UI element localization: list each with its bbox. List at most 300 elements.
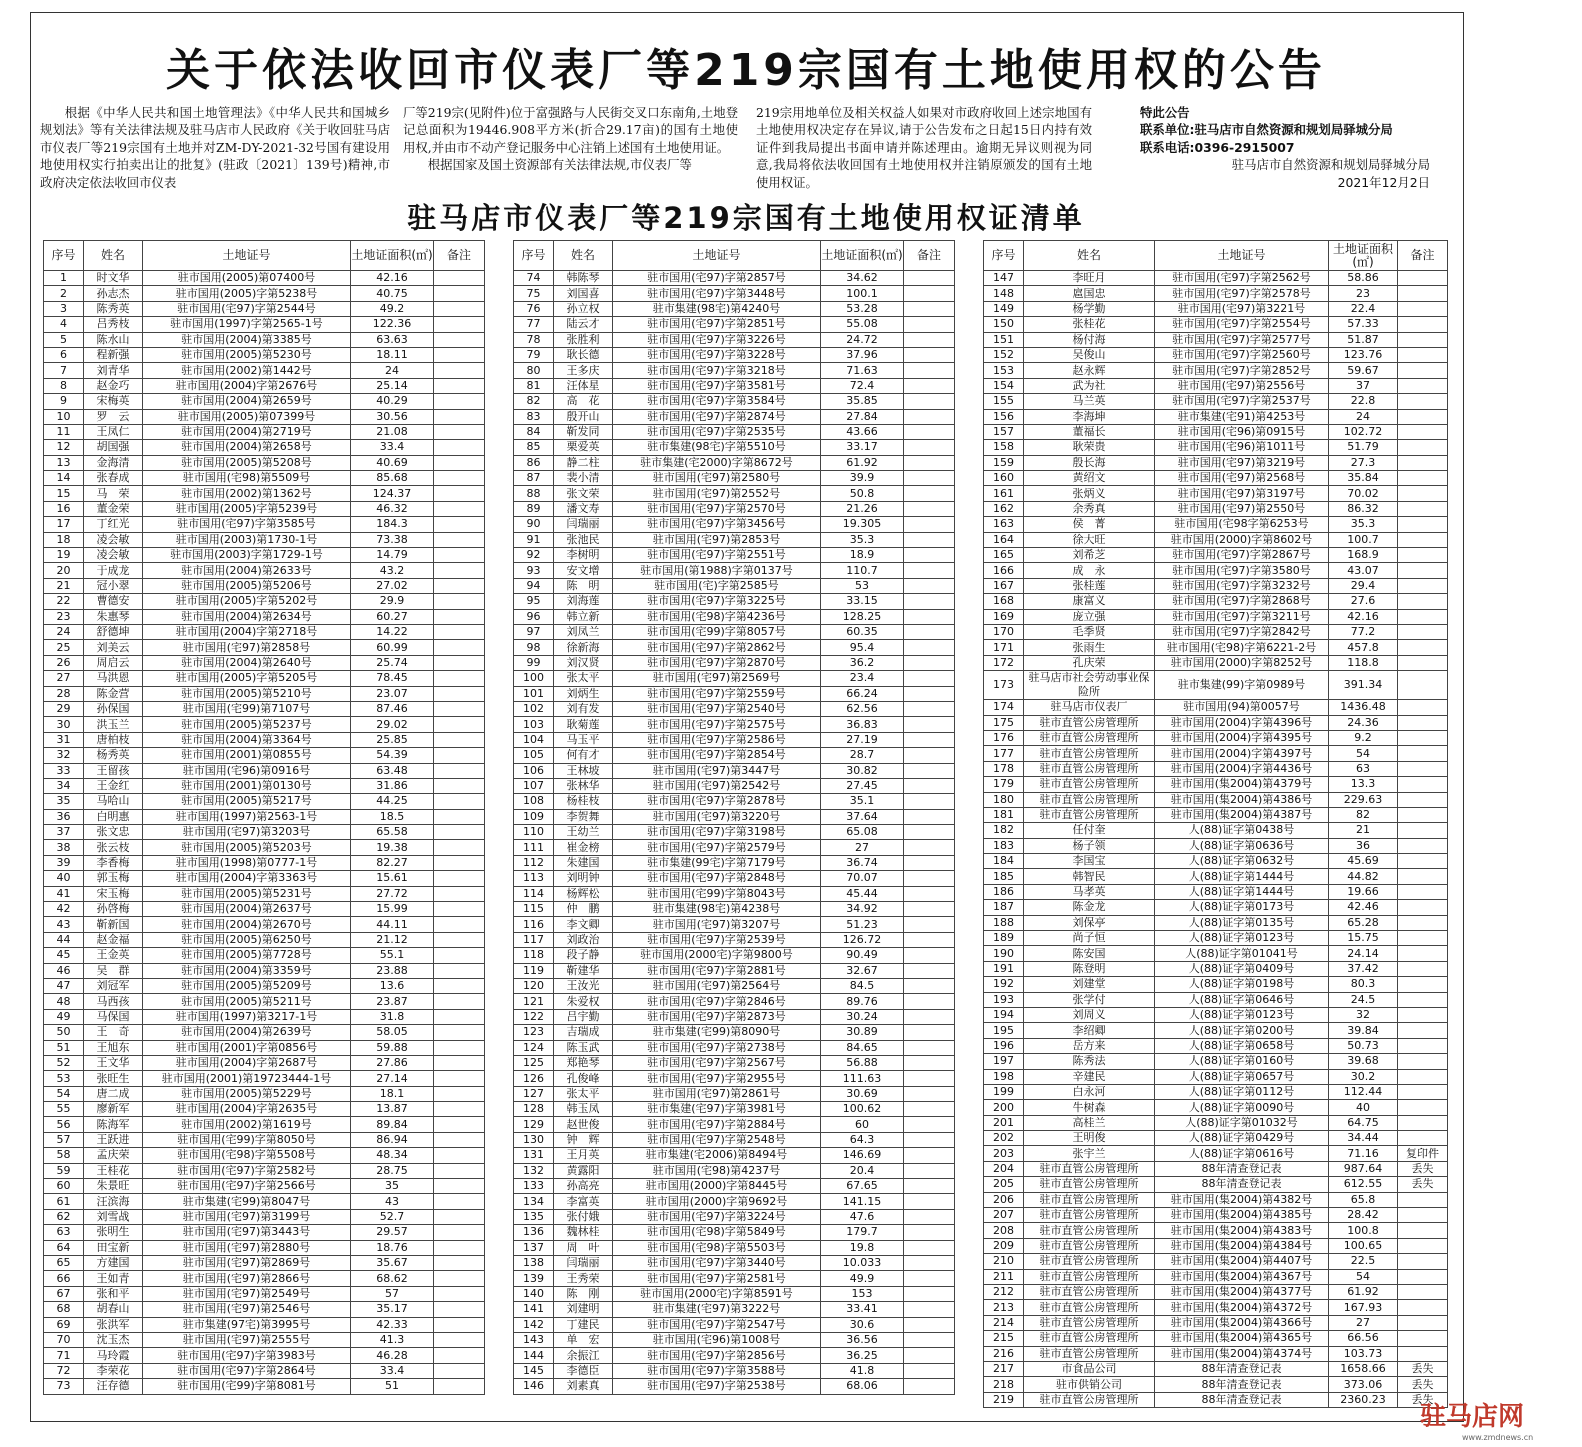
cell-remark xyxy=(1398,624,1448,639)
cell-remark xyxy=(904,1086,955,1101)
table-header-row xyxy=(984,241,1448,271)
cell-no: 91 xyxy=(514,532,554,547)
cell-no: 165 xyxy=(984,548,1024,563)
table-row xyxy=(514,917,955,932)
cell-no: 195 xyxy=(984,1023,1024,1038)
table-row xyxy=(514,471,955,486)
cell-remark xyxy=(434,1148,485,1163)
cell-remark xyxy=(904,1179,955,1194)
cell-name: 刘美云 xyxy=(84,640,143,655)
cell-remark xyxy=(1398,394,1448,409)
cell-cert: 驻市国用(宅97)字第3218号 xyxy=(613,363,821,378)
cell-name: 单 宏 xyxy=(554,1332,613,1347)
cell-cert: 驻市国用(宅97)字第2567号 xyxy=(613,1055,821,1070)
cell-area: 24.72 xyxy=(821,332,904,347)
cell-area: 21.26 xyxy=(821,501,904,516)
table-row xyxy=(44,301,485,316)
cell-name: 王金红 xyxy=(84,778,143,793)
cell-name: 陈秀英 xyxy=(84,301,143,316)
table-row xyxy=(984,1392,1448,1407)
cell-cert: 人(88)证字第0646号 xyxy=(1155,992,1329,1007)
cell-cert: 驻市国用(2000)字第8445号 xyxy=(613,1179,821,1194)
cell-no: 200 xyxy=(984,1100,1024,1115)
intro-paragraph-1 xyxy=(40,104,390,191)
cell-name: 驻市直管公房管理所 xyxy=(1024,1269,1155,1284)
cell-cert: 驻市国用(宅97)字第3226号 xyxy=(613,332,821,347)
cell-area: 19.8 xyxy=(821,1240,904,1255)
cell-cert: 驻市国用(宅97)第3221号 xyxy=(1155,301,1329,316)
cell-no: 83 xyxy=(514,409,554,424)
table-row xyxy=(984,332,1448,347)
table-row xyxy=(984,900,1448,915)
cell-no: 45 xyxy=(44,948,84,963)
cell-no: 122 xyxy=(514,1009,554,1024)
cell-area: 30.6 xyxy=(821,1317,904,1332)
cell-name: 驻市直管公房管理所 xyxy=(1024,1223,1155,1238)
cell-no: 182 xyxy=(984,823,1024,838)
cell-no: 62 xyxy=(44,1209,84,1224)
cell-no: 214 xyxy=(984,1315,1024,1330)
cell-remark xyxy=(1398,1069,1448,1084)
cell-remark xyxy=(904,440,955,455)
cell-area: 54.39 xyxy=(351,748,434,763)
table-row xyxy=(984,1331,1448,1346)
cell-remark xyxy=(434,332,485,347)
cell-no: 141 xyxy=(514,1302,554,1317)
cell-remark xyxy=(1398,1192,1448,1207)
cell-name: 余秀真 xyxy=(1024,501,1155,516)
cell-area: 54 xyxy=(1329,1269,1398,1284)
table-row xyxy=(44,317,485,332)
cell-name: 张付娥 xyxy=(554,1209,613,1224)
table-row xyxy=(984,746,1448,761)
cell-name: 张学付 xyxy=(1024,992,1155,1007)
cell-no: 53 xyxy=(44,1071,84,1086)
cell-name: 王金英 xyxy=(84,948,143,963)
table-row xyxy=(514,978,955,993)
cell-no: 210 xyxy=(984,1254,1024,1269)
cell-no: 31 xyxy=(44,732,84,747)
cell-remark xyxy=(904,394,955,409)
table-row xyxy=(514,1148,955,1163)
table-row xyxy=(984,1054,1448,1069)
cell-remark xyxy=(434,517,485,532)
cell-cert: 驻市国用(宅97)字第2881号 xyxy=(613,963,821,978)
cell-no: 111 xyxy=(514,840,554,855)
cell-name: 舒德坤 xyxy=(84,624,143,639)
cell-remark xyxy=(1398,700,1448,715)
table-row xyxy=(984,915,1448,930)
cell-no: 107 xyxy=(514,778,554,793)
cell-name: 沈玉杰 xyxy=(84,1332,143,1347)
table-row xyxy=(44,1025,485,1040)
cell-remark xyxy=(904,1240,955,1255)
cell-name: 裴小清 xyxy=(554,471,613,486)
table-row xyxy=(514,1209,955,1224)
cell-name: 驻市直管公房管理所 xyxy=(1024,1331,1155,1346)
table-row xyxy=(44,271,485,286)
cell-remark xyxy=(904,1148,955,1163)
cell-name: 李旺月 xyxy=(1024,271,1155,286)
cell-no: 79 xyxy=(514,347,554,362)
cell-no: 153 xyxy=(984,363,1024,378)
cell-no: 46 xyxy=(44,963,84,978)
cell-remark xyxy=(1398,286,1448,301)
cell-cert: 驻市国用(1997)字第2565-1号 xyxy=(143,317,351,332)
cell-remark xyxy=(434,1025,485,1040)
cell-name: 吕秀枝 xyxy=(84,317,143,332)
cell-cert: 驻市国用(宅97)字第2862号 xyxy=(613,640,821,655)
cell-cert: 驻市集建(98宅)第4238号 xyxy=(613,902,821,917)
cell-no: 43 xyxy=(44,917,84,932)
cell-area: 43 xyxy=(351,1194,434,1209)
cell-no: 58 xyxy=(44,1148,84,1163)
cell-cert: 驻市国用(宅97)字第2582号 xyxy=(143,1163,351,1178)
cell-remark xyxy=(434,640,485,655)
cell-area: 111.63 xyxy=(821,1071,904,1086)
cell-name: 张桂花 xyxy=(1024,317,1155,332)
cell-no: 174 xyxy=(984,700,1024,715)
cell-area: 457.8 xyxy=(1329,640,1398,655)
cell-no: 133 xyxy=(514,1179,554,1194)
table-row xyxy=(514,394,955,409)
table-row xyxy=(984,671,1448,700)
cell-area: 179.7 xyxy=(821,1225,904,1240)
table-row xyxy=(984,363,1448,378)
cell-cert: 驻市国用(宅97)字第2547号 xyxy=(613,1317,821,1332)
cell-no: 112 xyxy=(514,855,554,870)
cell-name: 李文卿 xyxy=(554,917,613,932)
cell-remark xyxy=(904,917,955,932)
table-row xyxy=(514,686,955,701)
cell-area: 44.11 xyxy=(351,917,434,932)
cell-cert: 驻市国用(宅97)字第3983号 xyxy=(143,1348,351,1363)
cell-no: 154 xyxy=(984,378,1024,393)
table-row xyxy=(984,1208,1448,1223)
cell-cert: 驻市国用(集2004)第4366号 xyxy=(1155,1315,1329,1330)
table-row xyxy=(984,609,1448,624)
cell-remark xyxy=(1398,1007,1448,1022)
cell-remark xyxy=(904,1055,955,1070)
cell-area: 118.8 xyxy=(1329,655,1398,670)
cell-no: 129 xyxy=(514,1117,554,1132)
cell-area: 39.84 xyxy=(1329,1023,1398,1038)
cell-cert: 驻市国用(2005)第07400号 xyxy=(143,271,351,286)
cell-area: 51.87 xyxy=(1329,332,1398,347)
cell-name: 李贺舞 xyxy=(554,809,613,824)
cell-remark xyxy=(904,809,955,824)
cell-name: 李荣花 xyxy=(84,1363,143,1378)
cell-remark xyxy=(904,763,955,778)
cell-cert: 人(88)证字第0658号 xyxy=(1155,1038,1329,1053)
cell-remark xyxy=(1398,409,1448,424)
cell-remark xyxy=(904,671,955,686)
cell-area: 122.36 xyxy=(351,317,434,332)
cell-area: 9.2 xyxy=(1329,730,1398,745)
table-row xyxy=(514,1055,955,1070)
cell-name: 刘政治 xyxy=(554,932,613,947)
table-row xyxy=(44,1194,485,1209)
cell-cert: 人(88)证字第0112号 xyxy=(1155,1084,1329,1099)
cell-cert: 驻市集建(98宅)第4240号 xyxy=(613,301,821,316)
table-row xyxy=(44,424,485,439)
cell-remark xyxy=(904,1271,955,1286)
cell-cert: 驻市国用(2004)字第4395号 xyxy=(1155,730,1329,745)
cell-cert: 驻市国用(2004)字第4436号 xyxy=(1155,761,1329,776)
cell-name: 魏林桂 xyxy=(554,1225,613,1240)
cell-cert: 驻市国用(宅97)第3443号 xyxy=(143,1225,351,1240)
cell-no: 87 xyxy=(514,471,554,486)
cell-area: 18.76 xyxy=(351,1240,434,1255)
cell-name: 靳建华 xyxy=(554,963,613,978)
cell-remark xyxy=(434,1348,485,1363)
cell-area: 31.86 xyxy=(351,778,434,793)
cell-remark xyxy=(434,1040,485,1055)
cell-no: 198 xyxy=(984,1069,1024,1084)
cell-name: 徐大旺 xyxy=(1024,532,1155,547)
cell-no: 88 xyxy=(514,486,554,501)
cell-cert: 驻市国用(宅97)字第2846号 xyxy=(613,994,821,1009)
cell-name: 汪体星 xyxy=(554,378,613,393)
cell-name: 时文华 xyxy=(84,271,143,286)
cell-remark xyxy=(1398,1115,1448,1130)
cell-no: 155 xyxy=(984,394,1024,409)
cell-name: 李绍卿 xyxy=(1024,1023,1155,1038)
cell-no: 178 xyxy=(984,761,1024,776)
cell-cert: 驻市国用(2005)第5229号 xyxy=(143,1086,351,1101)
cell-area: 33.4 xyxy=(351,1363,434,1378)
cell-remark xyxy=(434,1286,485,1301)
cell-no: 106 xyxy=(514,763,554,778)
cell-area: 25.74 xyxy=(351,655,434,670)
cell-remark xyxy=(434,486,485,501)
cell-remark xyxy=(1398,486,1448,501)
cell-name: 安文增 xyxy=(554,563,613,578)
cell-cert: 驻市国用(宅97)字第2575号 xyxy=(613,717,821,732)
table-row xyxy=(44,994,485,1009)
cell-name: 毛季贤 xyxy=(1024,624,1155,639)
cell-area: 24.14 xyxy=(1329,946,1398,961)
table-row xyxy=(514,548,955,563)
cell-area: 35 xyxy=(351,1179,434,1194)
cell-no: 60 xyxy=(44,1179,84,1194)
cell-name: 马哈山 xyxy=(84,794,143,809)
cell-area: 19.305 xyxy=(821,517,904,532)
table-row xyxy=(514,1225,955,1240)
cell-name: 驻市直管公房管理所 xyxy=(1024,715,1155,730)
cell-cert: 人(88)证字第0123号 xyxy=(1155,931,1329,946)
cell-cert: 驻市国用(2004)第2639号 xyxy=(143,1025,351,1040)
cell-area: 45.69 xyxy=(1329,854,1398,869)
cell-remark xyxy=(1398,1254,1448,1269)
cell-remark xyxy=(434,578,485,593)
cell-area: 66.56 xyxy=(1329,1331,1398,1346)
table-row xyxy=(984,761,1448,776)
table-row xyxy=(984,655,1448,670)
cell-no: 151 xyxy=(984,332,1024,347)
cell-no: 19 xyxy=(44,548,84,563)
cell-remark xyxy=(904,794,955,809)
cell-remark xyxy=(904,1379,955,1394)
cell-area: 128.25 xyxy=(821,609,904,624)
cell-remark xyxy=(434,886,485,901)
cell-remark xyxy=(1398,1238,1448,1253)
cell-area: 23.4 xyxy=(821,671,904,686)
cell-no: 175 xyxy=(984,715,1024,730)
table-row xyxy=(984,1315,1448,1330)
cell-remark xyxy=(1398,900,1448,915)
cell-cert: 驻市国用(宅97)字第2548号 xyxy=(613,1132,821,1147)
cell-cert: 驻市国用(集2004)第4379号 xyxy=(1155,777,1329,792)
cell-remark xyxy=(434,455,485,470)
intro-text-2a: 厂等219宗(见附件)位于富强路与人民街交叉口东南角,土地登记总面积为19446.908平方米(折合29.17亩)的国有土地使用权,并由市不动产登记服务中心注销上述国有土地使用证。 xyxy=(403,105,738,155)
cell-area: 100.7 xyxy=(1329,532,1398,547)
cell-name: 刘汉贤 xyxy=(554,655,613,670)
cell-cert: 驻市国用(2005)第5210号 xyxy=(143,686,351,701)
cell-no: 50 xyxy=(44,1025,84,1040)
table-row xyxy=(44,409,485,424)
cell-cert: 驻市国用(宅)字第2585号 xyxy=(613,578,821,593)
cell-cert: 驻市国用(2005)第6250号 xyxy=(143,932,351,947)
cell-name: 康富义 xyxy=(1024,594,1155,609)
cell-cert: 驻市国用(宅97)字第2842号 xyxy=(1155,624,1329,639)
table-row xyxy=(44,855,485,870)
cell-area: 40.69 xyxy=(351,455,434,470)
cell-cert: 驻市国用(宅97)第3207号 xyxy=(613,917,821,932)
cell-no: 57 xyxy=(44,1132,84,1147)
cell-name: 朱惠琴 xyxy=(84,609,143,624)
table-row xyxy=(984,792,1448,807)
cell-remark xyxy=(904,609,955,624)
cell-no: 35 xyxy=(44,794,84,809)
cell-cert: 88年清查登记表 xyxy=(1155,1392,1329,1407)
cell-name: 韩陈琴 xyxy=(554,271,613,286)
table-row xyxy=(44,917,485,932)
cell-area: 84.5 xyxy=(821,978,904,993)
cell-no: 30 xyxy=(44,717,84,732)
cell-remark xyxy=(1398,823,1448,838)
cell-no: 199 xyxy=(984,1084,1024,1099)
table-row xyxy=(514,671,955,686)
cell-area: 27.3 xyxy=(1329,455,1398,470)
cell-remark xyxy=(434,1379,485,1394)
table-row xyxy=(44,717,485,732)
table-row xyxy=(44,594,485,609)
cell-remark xyxy=(904,825,955,840)
cell-no: 54 xyxy=(44,1086,84,1101)
cell-area: 70.07 xyxy=(821,871,904,886)
table-row xyxy=(44,1379,485,1394)
cell-name: 罗 云 xyxy=(84,409,143,424)
cell-name: 陈海军 xyxy=(84,1117,143,1132)
cell-cert: 驻市国用(2004)第2658号 xyxy=(143,440,351,455)
cell-no: 193 xyxy=(984,992,1024,1007)
intro-text-1: 根据《中华人民共和国土地管理法》《中华人民共和国城乡规划法》等有关法律法规及驻马店市人民政府《关于收回驻马店市仪表厂等219宗国有土地并对ZM-DY-2021-32号国有建设用地使用权实行拍卖出让的批复》(驻政〔2021〕139号)精神,市政府决定依法收回市仪表 xyxy=(40,105,390,190)
table-row xyxy=(44,609,485,624)
cell-remark xyxy=(904,563,955,578)
cell-cert: 驻市国用(集2004)第4365号 xyxy=(1155,1331,1329,1346)
cell-no: 219 xyxy=(984,1392,1024,1407)
cell-area: 86.94 xyxy=(351,1132,434,1147)
cell-name: 张太平 xyxy=(554,1086,613,1101)
cell-name: 王桂花 xyxy=(84,1163,143,1178)
cell-cert: 驻市国用(2002)第1619号 xyxy=(143,1117,351,1132)
cell-name: 高 花 xyxy=(554,394,613,409)
cell-cert: 驻市国用(宅97)第2564号 xyxy=(613,978,821,993)
cell-remark xyxy=(434,1179,485,1194)
cell-area: 58.05 xyxy=(351,1025,434,1040)
cell-cert: 驻市国用(2005)第7728号 xyxy=(143,948,351,963)
table-row xyxy=(44,1302,485,1317)
cell-no: 36 xyxy=(44,809,84,824)
cell-name: 庞立强 xyxy=(1024,609,1155,624)
cell-no: 80 xyxy=(514,363,554,378)
cell-cert: 驻市国用(宅97)字第2577号 xyxy=(1155,332,1329,347)
table-row xyxy=(984,946,1448,961)
cell-remark xyxy=(434,501,485,516)
cell-no: 208 xyxy=(984,1223,1024,1238)
cell-area: 21.08 xyxy=(351,424,434,439)
cell-cert: 驻市国用(2005)第5206号 xyxy=(143,578,351,593)
cell-no: 161 xyxy=(984,486,1024,501)
cell-remark xyxy=(1398,471,1448,486)
cell-name: 成 永 xyxy=(1024,563,1155,578)
cell-remark xyxy=(434,655,485,670)
cell-no: 110 xyxy=(514,825,554,840)
table-row xyxy=(514,840,955,855)
cell-no: 145 xyxy=(514,1363,554,1378)
cell-remark xyxy=(904,301,955,316)
cell-cert: 驻市国用(宅97)字第2538号 xyxy=(613,1379,821,1394)
cell-no: 180 xyxy=(984,792,1024,807)
table-row xyxy=(44,655,485,670)
cell-area: 71.16 xyxy=(1329,1146,1398,1161)
contact-block xyxy=(1140,104,1455,191)
cell-remark xyxy=(904,1117,955,1132)
cell-no: 101 xyxy=(514,686,554,701)
table-row xyxy=(984,1023,1448,1038)
cell-cert: 驻市国用(2004)字第4397号 xyxy=(1155,746,1329,761)
cell-cert: 驻市国用(宅97)字第2537号 xyxy=(1155,394,1329,409)
cell-cert: 人(88)证字第0198号 xyxy=(1155,977,1329,992)
cell-area: 28.75 xyxy=(351,1163,434,1178)
table-row xyxy=(514,332,955,347)
cell-remark xyxy=(904,1225,955,1240)
cell-cert: 驻市国用(宅97)字第3232号 xyxy=(1155,578,1329,593)
cell-remark xyxy=(1398,640,1448,655)
cell-name: 黄绍文 xyxy=(1024,471,1155,486)
cell-name: 耿菊莲 xyxy=(554,717,613,732)
cell-name: 李富英 xyxy=(554,1194,613,1209)
table-row xyxy=(984,563,1448,578)
cell-no: 196 xyxy=(984,1038,1024,1053)
cell-no: 78 xyxy=(514,332,554,347)
cell-name: 张文忠 xyxy=(84,825,143,840)
cell-cert: 驻市国用(宅97)第2556号 xyxy=(1155,378,1329,393)
cell-area: 28.7 xyxy=(821,748,904,763)
cell-no: 109 xyxy=(514,809,554,824)
cell-no: 72 xyxy=(44,1363,84,1378)
cell-cert: 驻市国用(宅97)字第2554号 xyxy=(1155,317,1329,332)
cell-area: 18.5 xyxy=(351,809,434,824)
cell-no: 162 xyxy=(984,501,1024,516)
cell-no: 132 xyxy=(514,1163,554,1178)
cell-no: 177 xyxy=(984,746,1024,761)
header-remark: 备注 xyxy=(434,241,485,271)
cell-area: 229.63 xyxy=(1329,792,1398,807)
cell-name: 刘海莲 xyxy=(554,594,613,609)
cell-cert: 驻市国用(宅97)第2549号 xyxy=(143,1286,351,1301)
